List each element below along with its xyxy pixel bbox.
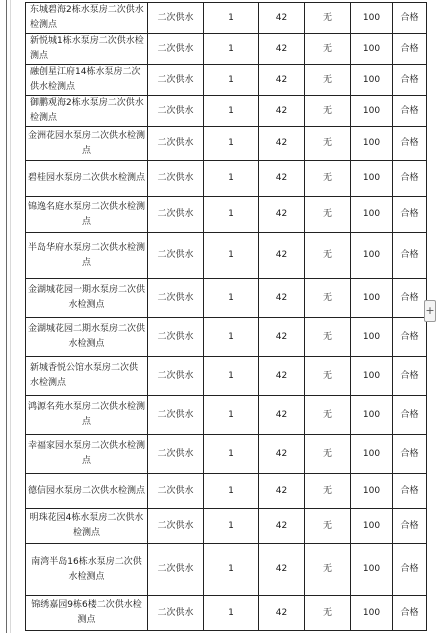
- supply-type-cell: 二次供水: [148, 161, 204, 197]
- unqualified-items-cell: 无: [305, 509, 351, 544]
- test-items-cell: 42: [259, 65, 305, 96]
- test-items-cell: 42: [259, 544, 305, 596]
- pass-rate-cell: 100: [351, 127, 393, 161]
- unqualified-items-cell: 无: [305, 127, 351, 161]
- test-items-cell: 42: [259, 435, 305, 474]
- test-items-cell: 42: [259, 34, 305, 65]
- unqualified-items-cell: 无: [305, 197, 351, 233]
- result-cell: 合格: [393, 161, 427, 197]
- supply-type-cell: 二次供水: [148, 279, 204, 318]
- pass-rate-cell: 100: [351, 357, 393, 396]
- test-items-cell: 42: [259, 318, 305, 357]
- pass-rate-cell: 100: [351, 509, 393, 544]
- expand-button[interactable]: +: [424, 300, 436, 322]
- result-cell: 合格: [393, 279, 427, 318]
- pass-rate-cell: 100: [351, 396, 393, 435]
- pass-rate-cell: 100: [351, 279, 393, 318]
- site-name-cell: 御鹏观海2栋水泵房二次供水检测点: [26, 96, 148, 127]
- pass-rate-cell: 100: [351, 161, 393, 197]
- site-name-cell: 幸福家园水泵房二次供水检测点: [26, 435, 148, 474]
- pass-rate-cell: 100: [351, 435, 393, 474]
- supply-type-cell: 二次供水: [148, 544, 204, 596]
- table-row: [26, 509, 427, 544]
- sample-count-cell: 1: [204, 34, 259, 65]
- sample-count-cell: 1: [204, 3, 259, 34]
- sample-count-cell: 1: [204, 509, 259, 544]
- test-items-cell: 42: [259, 474, 305, 509]
- result-cell: 合格: [393, 318, 427, 357]
- result-cell: 合格: [393, 233, 427, 279]
- test-items-cell: 42: [259, 596, 305, 631]
- unqualified-items-cell: 无: [305, 544, 351, 596]
- site-name-cell: 鸿源名苑水泵房二次供水检测点: [26, 396, 148, 435]
- table-row: [26, 65, 427, 96]
- site-name-cell: 金湖城花园二期水泵房二次供水检测点: [26, 318, 148, 357]
- table-body: [26, 3, 427, 631]
- sample-count-cell: 1: [204, 435, 259, 474]
- pass-rate-cell: 100: [351, 3, 393, 34]
- sample-count-cell: 1: [204, 357, 259, 396]
- site-name-cell: 碧桂园水泵房二次供水检测点: [26, 161, 148, 197]
- result-cell: 合格: [393, 396, 427, 435]
- sample-count-cell: 1: [204, 127, 259, 161]
- unqualified-items-cell: 无: [305, 435, 351, 474]
- table-row: [26, 233, 427, 279]
- site-name-cell: 新悦城1栋水泵房二次供水检测点: [26, 34, 148, 65]
- supply-type-cell: 二次供水: [148, 509, 204, 544]
- result-cell: 合格: [393, 435, 427, 474]
- unqualified-items-cell: 无: [305, 65, 351, 96]
- result-cell: 合格: [393, 357, 427, 396]
- pass-rate-cell: 100: [351, 233, 393, 279]
- unqualified-items-cell: 无: [305, 318, 351, 357]
- site-name-cell: 融创星江府14栋水泵房二次供水检测点: [26, 65, 148, 96]
- page-left-border: [6, 0, 7, 633]
- page-left-guide: [10, 0, 11, 633]
- unqualified-items-cell: 无: [305, 596, 351, 631]
- test-items-cell: 42: [259, 233, 305, 279]
- supply-type-cell: 二次供水: [148, 357, 204, 396]
- test-items-cell: 42: [259, 509, 305, 544]
- sample-count-cell: 1: [204, 318, 259, 357]
- result-cell: 合格: [393, 474, 427, 509]
- unqualified-items-cell: 无: [305, 474, 351, 509]
- sample-count-cell: 1: [204, 544, 259, 596]
- test-items-cell: 42: [259, 96, 305, 127]
- pass-rate-cell: 100: [351, 474, 393, 509]
- sample-count-cell: 1: [204, 474, 259, 509]
- table-row: [26, 474, 427, 509]
- unqualified-items-cell: 无: [305, 96, 351, 127]
- pass-rate-cell: 100: [351, 318, 393, 357]
- supply-type-cell: 二次供水: [148, 233, 204, 279]
- site-name-cell: 金湖城花园一期水泵房二次供水检测点: [26, 279, 148, 318]
- pass-rate-cell: 100: [351, 65, 393, 96]
- result-cell: 合格: [393, 65, 427, 96]
- supply-type-cell: 二次供水: [148, 197, 204, 233]
- site-name-cell: 半岛华府水泵房二次供水检测点: [26, 233, 148, 279]
- result-cell: 合格: [393, 544, 427, 596]
- sample-count-cell: 1: [204, 396, 259, 435]
- unqualified-items-cell: 无: [305, 161, 351, 197]
- result-cell: 合格: [393, 197, 427, 233]
- inspection-results-table: [25, 2, 427, 631]
- sample-count-cell: 1: [204, 596, 259, 631]
- supply-type-cell: 二次供水: [148, 3, 204, 34]
- test-items-cell: 42: [259, 279, 305, 318]
- sample-count-cell: 1: [204, 96, 259, 127]
- table-row: [26, 34, 427, 65]
- pass-rate-cell: 100: [351, 197, 393, 233]
- table-row: [26, 396, 427, 435]
- result-cell: 合格: [393, 3, 427, 34]
- table-row: [26, 318, 427, 357]
- table-row: [26, 127, 427, 161]
- table-row: [26, 544, 427, 596]
- supply-type-cell: 二次供水: [148, 435, 204, 474]
- sample-count-cell: 1: [204, 233, 259, 279]
- pass-rate-cell: 100: [351, 34, 393, 65]
- result-cell: 合格: [393, 596, 427, 631]
- supply-type-cell: 二次供水: [148, 318, 204, 357]
- site-name-cell: 南湾半岛16栋水泵房二次供水检测点: [26, 544, 148, 596]
- unqualified-items-cell: 无: [305, 357, 351, 396]
- table-row: [26, 435, 427, 474]
- test-items-cell: 42: [259, 357, 305, 396]
- sample-count-cell: 1: [204, 65, 259, 96]
- unqualified-items-cell: 无: [305, 233, 351, 279]
- site-name-cell: 明珠花园4栋水泵房二次供水检测点: [26, 509, 148, 544]
- table-row: [26, 596, 427, 631]
- supply-type-cell: 二次供水: [148, 127, 204, 161]
- supply-type-cell: 二次供水: [148, 474, 204, 509]
- test-items-cell: 42: [259, 396, 305, 435]
- supply-type-cell: 二次供水: [148, 65, 204, 96]
- result-cell: 合格: [393, 509, 427, 544]
- result-cell: 合格: [393, 34, 427, 65]
- site-name-cell: 东城碧海2栋水泵房二次供水检测点: [26, 3, 148, 34]
- site-name-cell: 金洲花园水泵房二次供水检测点: [26, 127, 148, 161]
- pass-rate-cell: 100: [351, 596, 393, 631]
- table-row: [26, 161, 427, 197]
- sample-count-cell: 1: [204, 161, 259, 197]
- test-items-cell: 42: [259, 197, 305, 233]
- supply-type-cell: 二次供水: [148, 96, 204, 127]
- table-row: [26, 3, 427, 34]
- pass-rate-cell: 100: [351, 544, 393, 596]
- table-row: [26, 279, 427, 318]
- test-items-cell: 42: [259, 3, 305, 34]
- unqualified-items-cell: 无: [305, 34, 351, 65]
- table-row: [26, 96, 427, 127]
- supply-type-cell: 二次供水: [148, 34, 204, 65]
- test-items-cell: 42: [259, 127, 305, 161]
- site-name-cell: 德信园水泵房二次供水检测点: [26, 474, 148, 509]
- site-name-cell: 锦绣嘉园9栋6楼二次供水检测点: [26, 596, 148, 631]
- table-row: [26, 197, 427, 233]
- supply-type-cell: 二次供水: [148, 396, 204, 435]
- site-name-cell: 新城香悦公馆水泵房二次供水检测点: [26, 357, 148, 396]
- table-row: [26, 357, 427, 396]
- unqualified-items-cell: 无: [305, 396, 351, 435]
- supply-type-cell: 二次供水: [148, 596, 204, 631]
- site-name-cell: 锦逸名庭水泵房二次供水检测点: [26, 197, 148, 233]
- pass-rate-cell: 100: [351, 96, 393, 127]
- sample-count-cell: 1: [204, 197, 259, 233]
- result-cell: 合格: [393, 96, 427, 127]
- test-items-cell: 42: [259, 161, 305, 197]
- unqualified-items-cell: 无: [305, 3, 351, 34]
- sample-count-cell: 1: [204, 279, 259, 318]
- unqualified-items-cell: 无: [305, 279, 351, 318]
- result-cell: 合格: [393, 127, 427, 161]
